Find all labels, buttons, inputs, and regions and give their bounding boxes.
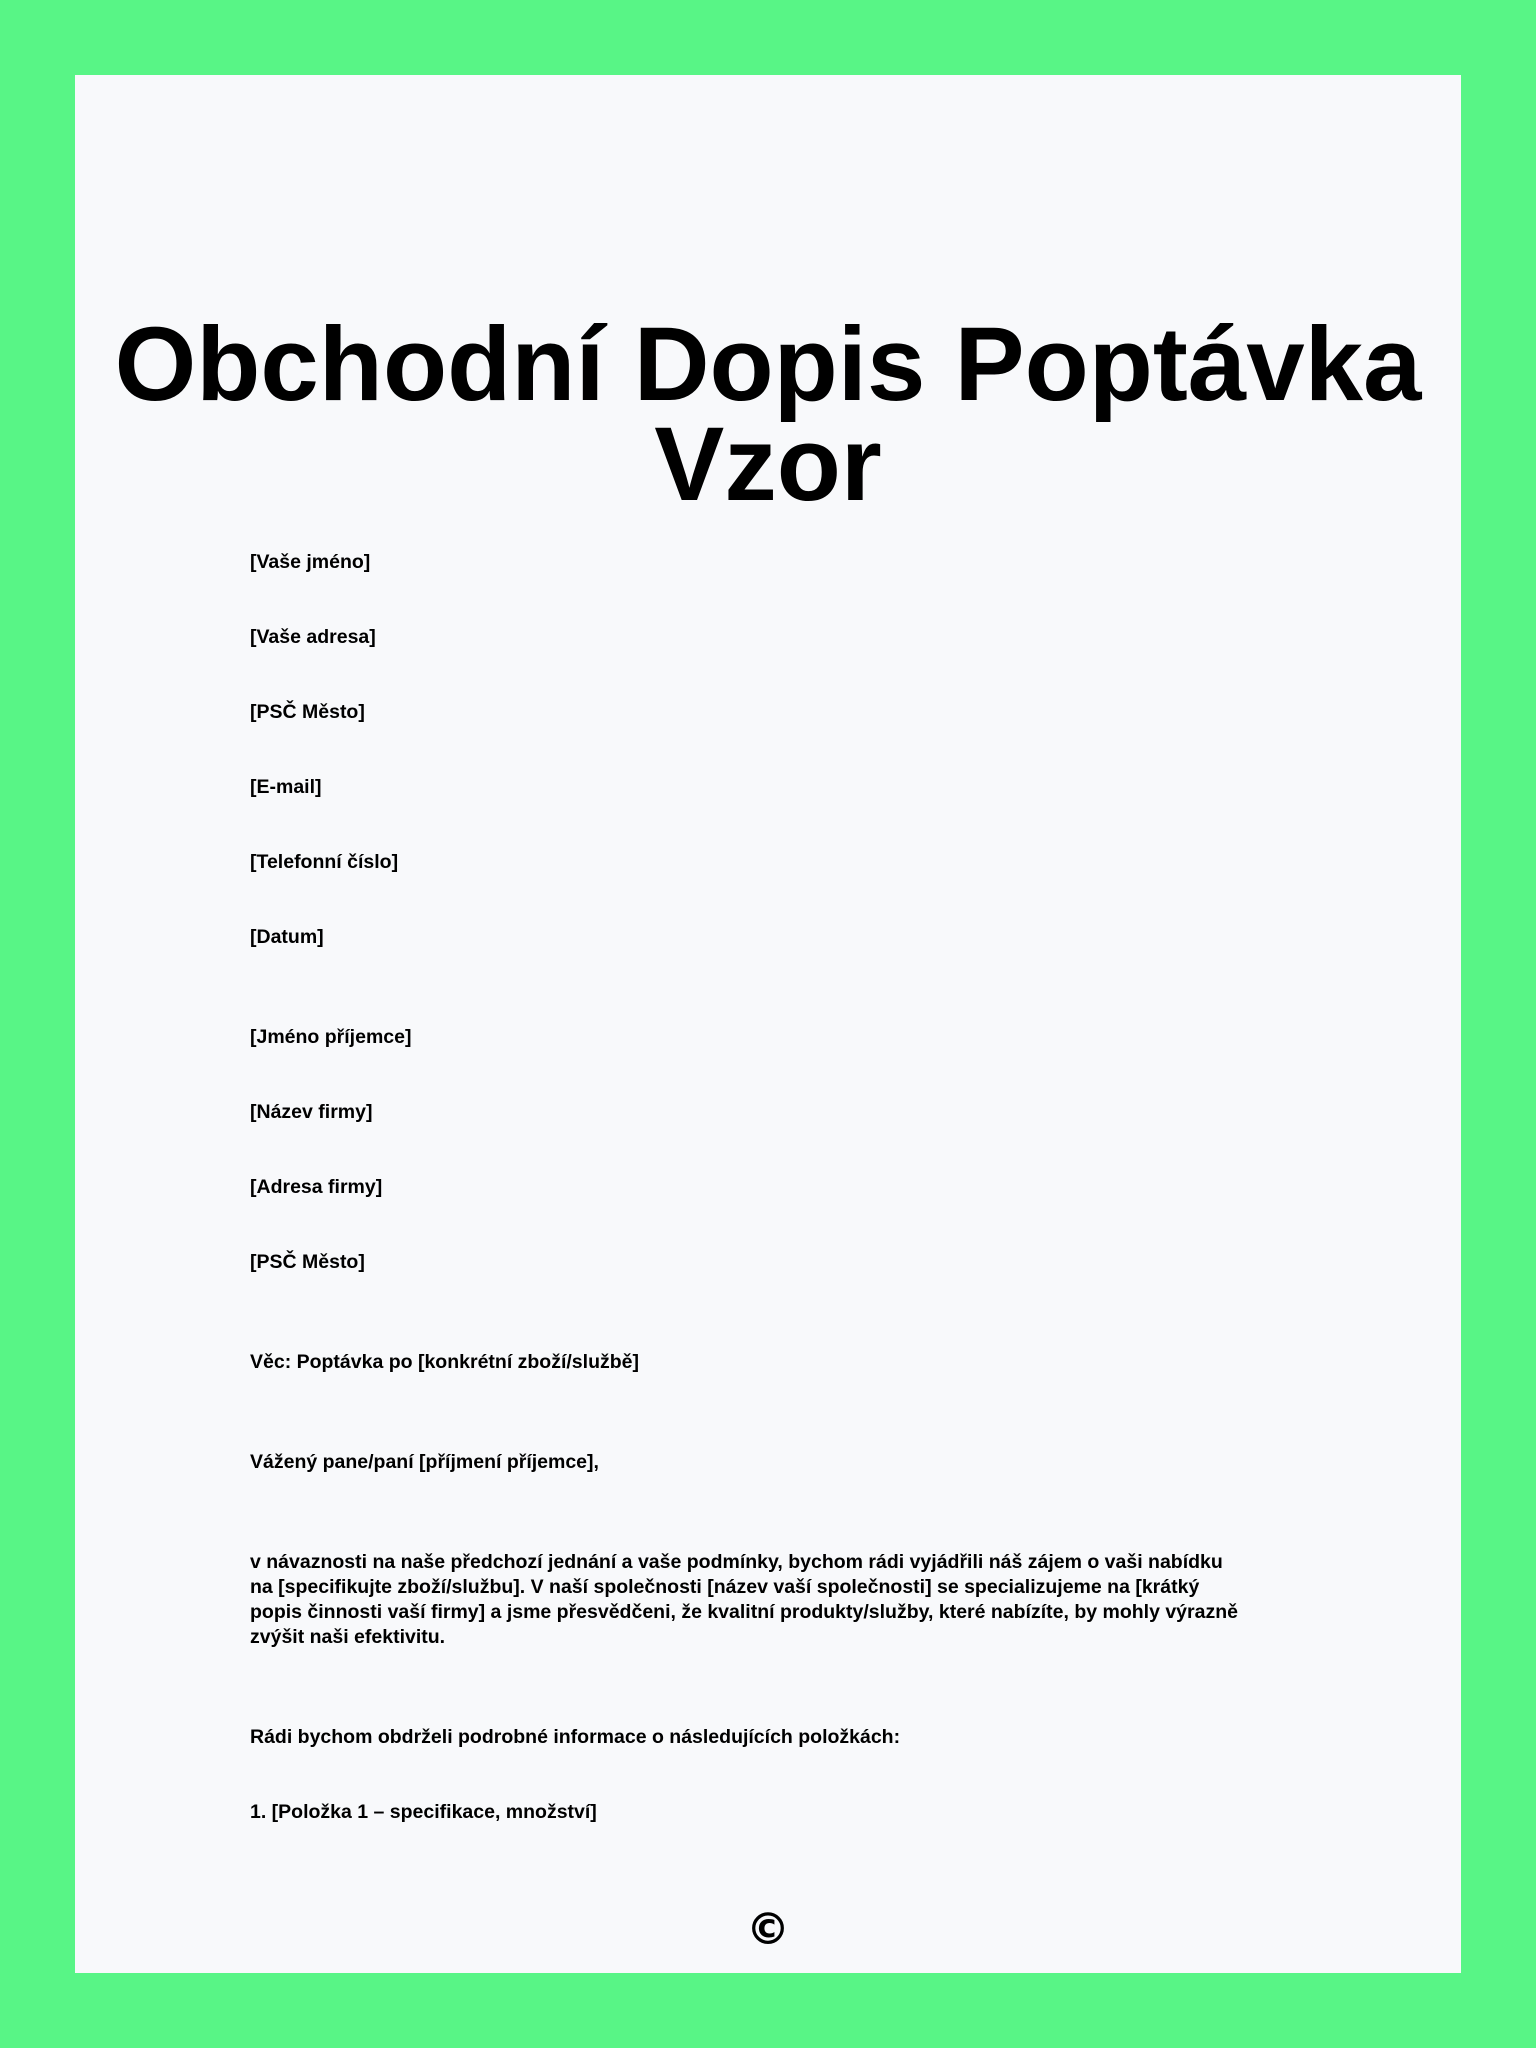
recipient-address: [Adresa firmy]	[250, 1176, 383, 1198]
sender-address: [Vaše adresa]	[250, 626, 376, 648]
sender-email: [E-mail]	[250, 776, 322, 798]
letter-date: [Datum]	[250, 926, 324, 948]
title-line-1: Obchodní Dopis Poptávka	[114, 306, 1422, 423]
sender-city: [PSČ Město]	[250, 701, 365, 723]
recipient-city: [PSČ Město]	[250, 1251, 365, 1273]
document-title	[75, 306, 1461, 523]
item-list-entry: 1. [Položka 1 – specifikace, množství]	[250, 1801, 597, 1823]
letter-salutation: Vážený pane/paní [příjmení příjemce],	[250, 1451, 599, 1473]
request-text: Rádi bychom obdrželi podrobné informace o následujících položkách:	[250, 1726, 901, 1748]
letter-page	[75, 75, 1461, 1973]
intro-line: v návaznosti na naše předchozí jednání a vaše podmínky, bychom rádi vyjádřili náš zájem o vaši nabídku	[250, 1551, 1223, 1573]
sender-phone: [Telefonní číslo]	[250, 851, 399, 873]
intro-line: popis činnosti vaší firmy] a jsme přesvědčeni, že kvalitní produkty/služby, které nabízíte, by mohly výrazně	[250, 1601, 1238, 1623]
sender-name: [Vaše jméno]	[250, 551, 371, 573]
intro-line: zvýšit naši efektivitu.	[250, 1626, 446, 1648]
title-line-2: Vzor	[654, 406, 882, 523]
copyright-icon: ©	[746, 1904, 790, 1955]
recipient-name: [Jméno příjemce]	[250, 1026, 412, 1048]
intro-paragraph	[250, 1550, 1330, 1650]
intro-line: na [specifikujte zboží/službu]. V naší společnosti [název vaší společnosti] se specializujeme na [krátký	[250, 1576, 1200, 1598]
letter-subject: Věc: Poptávka po [konkrétní zboží/službě]	[250, 1351, 639, 1373]
recipient-company: [Název firmy]	[250, 1101, 373, 1123]
